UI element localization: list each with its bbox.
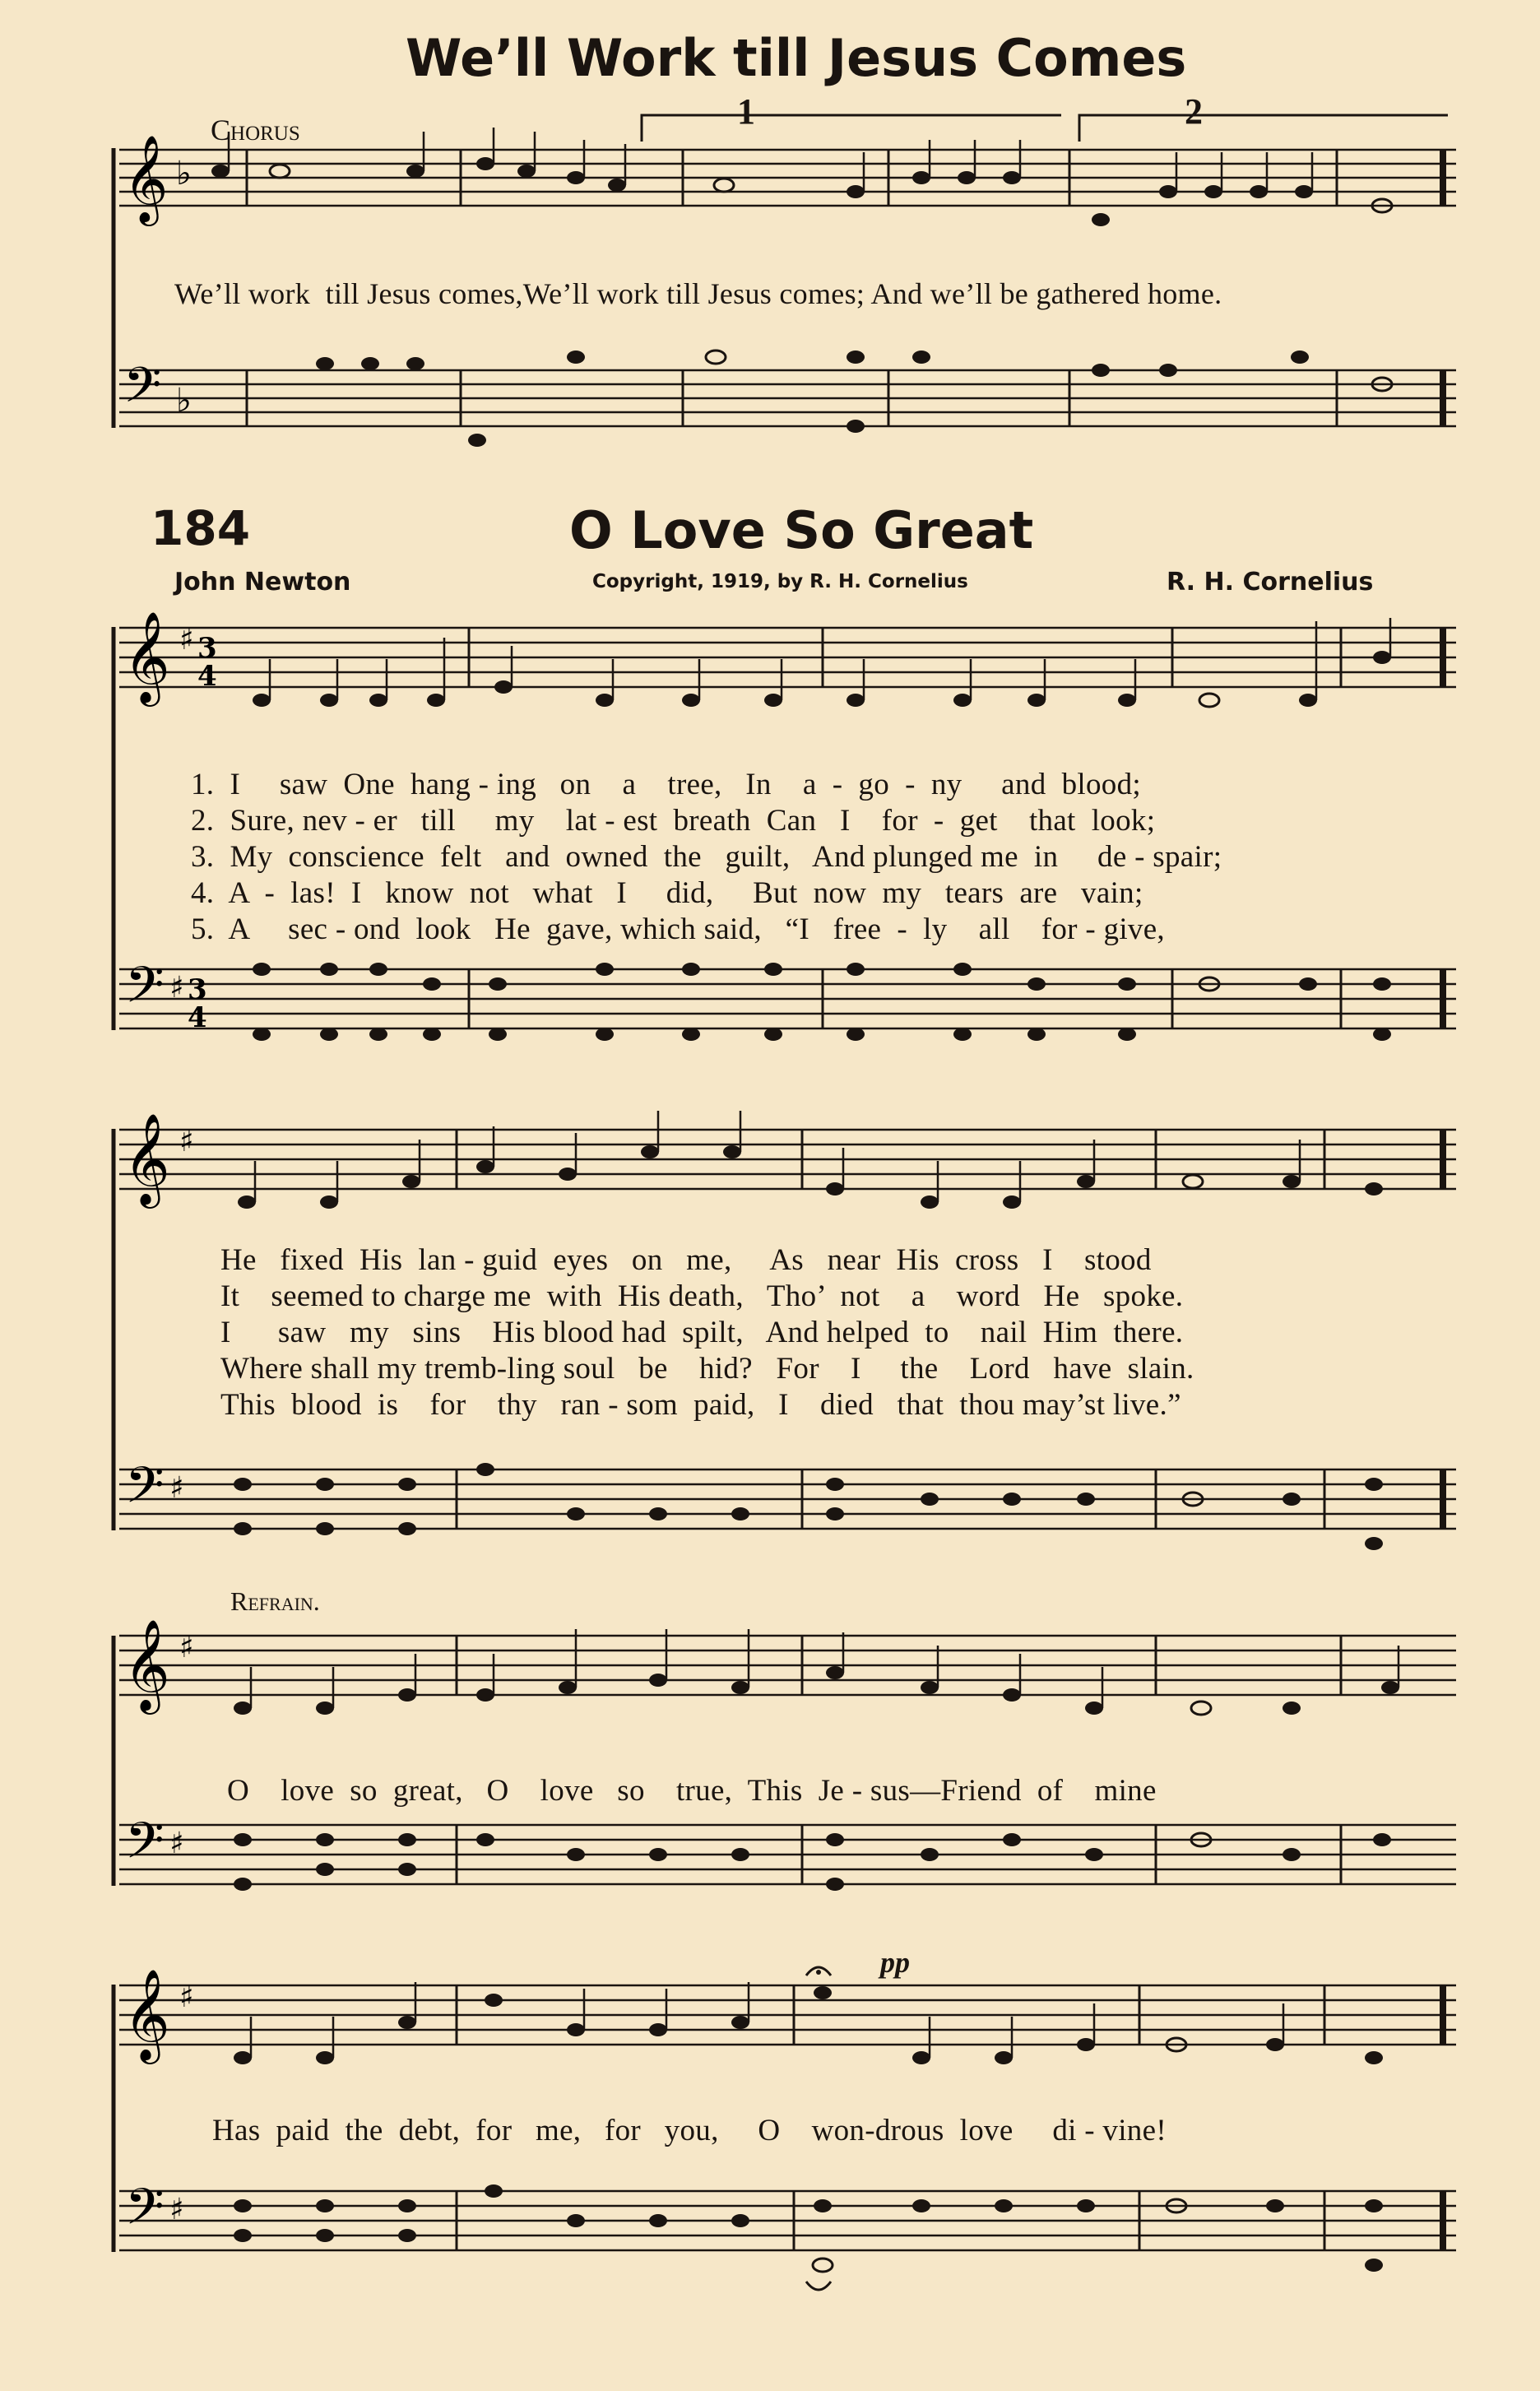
- svg-text:4: 4: [197, 660, 217, 693]
- hymn-number: 184: [151, 500, 251, 556]
- svg-text:♭: ♭: [176, 382, 192, 420]
- svg-text:𝄞: 𝄞: [123, 1112, 170, 1205]
- svg-text:♯: ♯: [179, 1125, 194, 1158]
- svg-text:4: 4: [188, 1001, 207, 1034]
- svg-text:𝄞: 𝄞: [123, 611, 170, 703]
- svg-text:𝄢: 𝄢: [123, 356, 162, 425]
- verse-5-line-1: 5. A sec - ond look He gave, which said, “I free - ly all for - give,: [191, 912, 1165, 946]
- top-hymn-title: We’ll Work till Jesus Comes: [406, 28, 1187, 88]
- svg-text:𝄞: 𝄞: [123, 1618, 170, 1711]
- chorus-label: Chorus: [211, 114, 300, 146]
- verse-4-line-2: Where shall my tremb-ling soul be hid? For I the Lord have slain.: [220, 1352, 1194, 1386]
- verse-2-line-2: It seemed to charge me with His death, Tho’ not a word He spoke.: [220, 1279, 1184, 1313]
- verse-4-line-1: 4. A - las! I know not what I did, But now my tears are vain;: [191, 876, 1143, 910]
- copyright-notice: Copyright, 1919, by R. H. Cornelius: [592, 571, 968, 592]
- composer-credit: R. H. Cornelius: [1167, 568, 1374, 597]
- verse-1-line-1: 1. I saw One hang - ing on a tree, In a - go - ny and blood;: [191, 768, 1141, 801]
- svg-text:♯: ♯: [179, 623, 194, 657]
- dynamic-marking: pp: [880, 1946, 910, 1979]
- svg-text:♭: ♭: [176, 155, 192, 193]
- ending-1-number: 1: [737, 91, 755, 132]
- verse-1-line-2: He fixed His lan - guid eyes on me, As near His cross I stood: [220, 1243, 1152, 1277]
- svg-text:♯: ♯: [169, 1827, 184, 1860]
- svg-text:♯: ♯: [169, 971, 184, 1005]
- refrain-lyric-2: Has paid the debt, for me, for you, O won-drous love di - vine!: [212, 2114, 1167, 2147]
- svg-text:𝄢: 𝄢: [125, 956, 165, 1027]
- verse-3-line-2: I saw my sins His blood had spilt, And helped to nail Him there.: [220, 1316, 1184, 1349]
- svg-text:𝄞: 𝄞: [123, 1968, 170, 2060]
- svg-text:𝄞: 𝄞: [123, 134, 169, 222]
- svg-text:♯: ♯: [179, 1980, 194, 2014]
- top-hymn-lyric: We’ll work till Jesus comes,We’ll work till Jesus comes; And we’ll be gathered home.: [174, 277, 1222, 310]
- svg-text:𝄢: 𝄢: [125, 1812, 165, 1883]
- svg-text:♯: ♯: [169, 2193, 184, 2226]
- svg-text:𝄢: 𝄢: [125, 1456, 165, 1527]
- ending-2-number: 2: [1185, 91, 1203, 132]
- svg-text:♯: ♯: [179, 1631, 194, 1664]
- svg-text:𝄢: 𝄢: [125, 2178, 165, 2249]
- verse-5-line-2: This blood is for thy ran - som paid, I died that thou may’st live.”: [220, 1388, 1181, 1422]
- hymn-title: O Love So Great: [569, 500, 1034, 560]
- svg-text:3: 3: [188, 973, 207, 1006]
- verse-3-line-1: 3. My conscience felt and owned the guilt, And plunged me in de - spair;: [191, 840, 1222, 874]
- refrain-lyric-1: O love so great, O love so true, This Je - sus—Friend of mine: [227, 1774, 1157, 1808]
- verse-2-line-1: 2. Sure, nev - er till my lat - est breath Can I for - get that look;: [191, 804, 1156, 838]
- svg-text:3: 3: [197, 632, 217, 665]
- svg-text:♯: ♯: [169, 1471, 184, 1505]
- author-credit: John Newton: [174, 568, 351, 597]
- refrain-label: Refrain.: [230, 1586, 320, 1616]
